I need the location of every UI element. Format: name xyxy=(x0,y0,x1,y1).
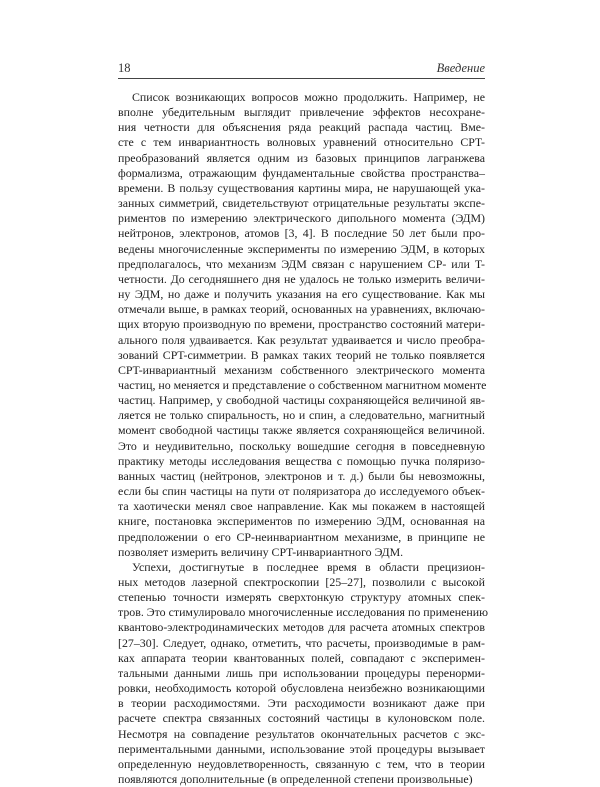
text-line: практику методы исследования вещества с помощью пучка поляризо- xyxy=(118,453,485,468)
text-line: отмечали выше, в рамках теорий, основанных на уравнениях, включаю- xyxy=(118,302,485,317)
text-line: сте с тем инвариантность волновых уравнений относительно CPT- xyxy=(118,135,485,150)
text-line: Успехи, достигнутые в последнее время в области прецизион- xyxy=(132,559,485,574)
page-number: 18 xyxy=(118,61,131,75)
text-line: тров. Это стимулировало многочисленные исследования по применению xyxy=(118,605,488,620)
text-line: ну ЭДМ, но даже и получить указания на его существование. Как мы xyxy=(118,287,485,302)
text-line: вполне убедительным выглядит привлечение эффектов несохране- xyxy=(118,105,485,120)
text-line: ального поля удваивается. Как результат удваивается и число преобра- xyxy=(118,332,485,347)
text-line: частиц. Например, у свободной частицы сохраняющейся величиной яв- xyxy=(118,393,485,408)
text-line: момент свободной частицы также является сохраняющейся величиной. xyxy=(118,423,485,438)
text-line: ках аппарата теории квантованных полей, совпадают с эксперимен- xyxy=(118,650,485,665)
text-line: занных симметрий, свидетельствуют отрицательные результаты экспе- xyxy=(118,196,485,211)
text-line: квантово-электродинамических методов для расчета атомных спектров xyxy=(118,620,485,635)
text-line: ных методов лазерной спектроскопии [25–27], позволили с высокой xyxy=(118,575,485,589)
text-line: периментальными данными, использование этой процедуры вызывает xyxy=(118,741,485,756)
text-line: Это и неудивительно, поскольку вошедшие сегодня в повседневную xyxy=(118,438,485,453)
text-line: Несмотря на совпадение результатов окончательных расчетов с экс- xyxy=(118,726,485,741)
text-line: щих вторую производную по времени, пространство состояний матери- xyxy=(118,317,485,332)
text-line: CPT-инвариантный механизм собственного электрического момента xyxy=(118,362,485,377)
text-line: расчете спектра связанных состояний частицы в кулоновском поле. xyxy=(118,711,485,726)
text-line: появляются дополнительные (в определенной степени произвольные) xyxy=(118,772,473,787)
text-line: книге, постановка экспериментов по измерению ЭДМ, основанная на xyxy=(118,514,485,529)
text-line: времени. В пользу существования картины мира, не нарушающей ука- xyxy=(118,180,485,195)
text-line: та хаотически менял свое направление. Как мы покажем в настоящей xyxy=(118,499,485,514)
text-line: в теории расходимостями. Эти расходимости возникают даже при xyxy=(118,696,485,711)
text-line: ведены многочисленные эксперименты по измерению ЭДМ, в которых xyxy=(118,241,485,256)
text-line: Список возникающих вопросов можно продолжить. Например, не xyxy=(132,90,485,104)
text-line: ния четности для объяснения ряда реакций распада частиц. Вме- xyxy=(118,120,485,135)
text-line: четности. До сегодняшнего дня не удалось не только измерить величи- xyxy=(118,271,485,286)
text-line: степенью точности измерять сверхтонкую структуру атомных спек- xyxy=(118,590,485,605)
running-title: Введение xyxy=(436,61,485,75)
text-line: преобразований является одним из базовых принципов лагранжева xyxy=(118,150,485,165)
text-line: нейтронов, электронов, атомов [3, 4]. В последние 50 лет были про- xyxy=(118,226,485,241)
text-line: позволяет измерить величину CPT-инвариантного ЭДМ. xyxy=(118,544,404,559)
text-line: предположении о его CP-неинвариантном механизме, в принципе не xyxy=(118,529,485,544)
text-line: риментов по измерению электрического дипольного момента (ЭДМ) xyxy=(118,211,485,226)
text-line: частиц, но меняется и представление о собственном магнитном моменте xyxy=(118,377,487,392)
text-line: [27–30]. Следует, однако, отметить, что расчеты, производимые в рам- xyxy=(118,635,485,650)
text-line: ровки, необходимость которой обусловлена неизбежно возникающими xyxy=(118,681,485,696)
text-line: ляется не только спиральность, но и спин, а следовательно, магнитный xyxy=(118,408,485,423)
text-line: тальными данными лишь при использовании процедуры перенорми- xyxy=(118,665,485,680)
body-text xyxy=(118,90,488,787)
text-line: определенную неудовлетворенность, связанную с тем, что в теории xyxy=(118,756,485,771)
text-line: зований CPT-симметрии. В рамках таких теорий не только появляется xyxy=(118,347,485,362)
running-header xyxy=(118,60,485,79)
paragraph-1 xyxy=(118,90,485,560)
text-line: если бы спин частицы на пути от поляризатора до исследуемого объек- xyxy=(118,484,485,499)
text-line: предполагалось, что механизм ЭДМ связан с нарушением CP- или T- xyxy=(118,256,485,271)
text-line: формализма, отражающим фундаментальные свойства пространства– xyxy=(118,165,485,180)
paragraph-2 xyxy=(118,559,488,787)
text-line: ванных частиц (нейтронов, электронов и т. д.) были бы невозможны, xyxy=(118,468,485,483)
